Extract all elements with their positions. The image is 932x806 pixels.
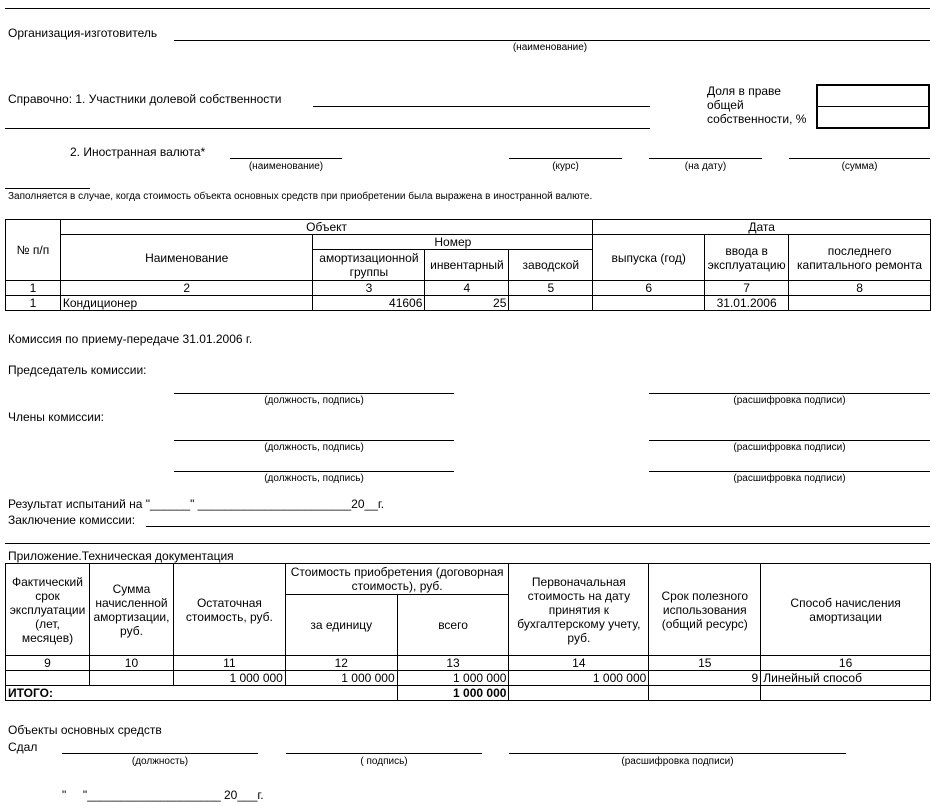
th-number: Номер	[313, 235, 593, 250]
total-empty	[649, 686, 761, 701]
th-num: № п/п	[6, 220, 61, 281]
chairman-sign-line[interactable]	[174, 393, 454, 394]
col-num: 2	[60, 281, 313, 296]
cell-inventory[interactable]: 25	[425, 296, 509, 311]
total-row	[6, 686, 931, 701]
th-per-unit: за единицу	[285, 595, 397, 656]
cell-repair[interactable]	[789, 296, 931, 311]
cell-num[interactable]: 1	[6, 296, 61, 311]
share-value-1[interactable]	[816, 84, 930, 107]
th-name: Наименование	[60, 235, 313, 281]
footnote-rule	[5, 188, 90, 189]
col-num: 14	[509, 656, 649, 671]
th-amort-method: Способ начисления амортизации	[761, 564, 931, 656]
member1-sign-caption: (должность, подпись)	[264, 442, 364, 453]
cell-useful-life[interactable]: 9	[649, 671, 761, 686]
conclusion-line-1[interactable]	[146, 526, 930, 527]
currency-rate-caption: (курс)	[552, 161, 579, 172]
currency-name-line[interactable]	[230, 158, 342, 159]
object-table	[5, 219, 931, 311]
chairman-sign-caption: (должность, подпись)	[264, 395, 364, 406]
th-object: Объект	[60, 220, 592, 235]
total-empty	[509, 686, 649, 701]
cell-residual-value[interactable]: 1 000 000	[173, 671, 285, 686]
member1-decode-line[interactable]	[649, 440, 930, 441]
currency-rate-line[interactable]	[509, 158, 622, 159]
ref-owner-line-2[interactable]	[5, 128, 650, 129]
th-residual-value: Остаточная стоимость, руб.	[173, 564, 285, 656]
share-label: Доля в праве общей собственности, %	[707, 84, 807, 126]
th-acquisition-cost: Стоимость приобретения (договорная стоимость), руб.	[285, 564, 509, 595]
share-value-2[interactable]	[816, 107, 930, 129]
col-num: 16	[761, 656, 931, 671]
th-date: Дата	[593, 220, 931, 235]
total-value: 1 000 000	[397, 686, 509, 701]
gave-decode-caption: (расшифровка подписи)	[621, 756, 734, 767]
th-total: всего	[397, 595, 509, 656]
member2-decode-caption: (расшифровка подписи)	[733, 473, 846, 484]
col-num: 15	[649, 656, 761, 671]
cell-actual-life[interactable]	[6, 671, 90, 686]
top-rule	[5, 8, 930, 9]
col-num: 7	[705, 281, 789, 296]
col-num: 13	[397, 656, 509, 671]
gave-label: Сдал	[8, 740, 38, 754]
org-name-line[interactable]	[174, 40, 930, 41]
col-num: 8	[789, 281, 931, 296]
cell-accrued-amort[interactable]	[89, 671, 173, 686]
commission-transfer: Комиссия по приему-передаче 31.01.2006 г.	[8, 332, 253, 346]
ref-owner-line-1[interactable]	[313, 106, 650, 107]
col-num: 10	[89, 656, 173, 671]
th-amort-group: амортизационной группы	[313, 250, 425, 281]
cell-total[interactable]: 1 000 000	[397, 671, 509, 686]
chairman-label: Председатель комиссии:	[8, 363, 147, 377]
objects-label: Объекты основных средств	[8, 723, 162, 737]
gave-position-caption: (должность)	[131, 756, 189, 767]
chairman-decode-line[interactable]	[649, 393, 930, 394]
currency-name-caption: (наименование)	[248, 161, 324, 172]
gave-decode-line[interactable]	[509, 753, 846, 754]
th-release: выпуска (год)	[593, 235, 705, 281]
col-num: 6	[593, 281, 705, 296]
th-inventory: инвентарный	[425, 250, 509, 281]
gave-sign-line[interactable]	[286, 753, 482, 754]
cell-amort-group[interactable]: 41606	[313, 296, 425, 311]
cell-amort-method[interactable]: Линейный способ	[761, 671, 931, 686]
cell-per-unit[interactable]: 1 000 000	[285, 671, 397, 686]
gave-sign-caption: ( подпись)	[360, 756, 408, 767]
th-factory: заводской	[509, 250, 593, 281]
test-result: Результат испытаний на "______" _______________________20__г.	[8, 497, 385, 511]
ref-label: Справочно: 1. Участники долевой собственности	[8, 92, 282, 106]
th-repair: последнего капитального ремонта	[789, 235, 931, 281]
currency-date-line[interactable]	[649, 158, 762, 159]
col-num: 5	[509, 281, 593, 296]
col-num: 1	[6, 281, 61, 296]
cell-commission[interactable]: 31.01.2006	[705, 296, 789, 311]
total-empty	[761, 686, 931, 701]
member2-sign-line[interactable]	[174, 471, 454, 472]
footnote: Заполняется в случае, когда стоимость объекта основных средств при приобретении была выражена в иностранной валюте.	[8, 191, 593, 202]
table-row	[6, 671, 931, 686]
cell-release[interactable]	[593, 296, 705, 311]
th-initial-cost: Первоначальная стоимость на дату принятия к бухгалтерскому учету, руб.	[509, 564, 649, 656]
org-name-caption: (наименование)	[512, 42, 588, 53]
table-row	[6, 296, 931, 311]
col-num: 11	[173, 656, 285, 671]
conclusion-label: Заключение комиссии:	[8, 513, 136, 527]
th-commission: ввода в эксплуатацию	[705, 235, 789, 281]
cell-factory[interactable]	[509, 296, 593, 311]
date-line[interactable]: " "____________________ 20___г.	[62, 788, 264, 802]
th-useful-life: Срок полезного использования (общий ресурс)	[649, 564, 761, 656]
appendix-title: Приложение.Техническая документация	[8, 549, 234, 563]
org-label: Организация-изготовитель	[8, 26, 158, 40]
cell-name[interactable]: Кондиционер	[60, 296, 313, 311]
cell-initial-cost[interactable]: 1 000 000	[509, 671, 649, 686]
th-actual-life: Фактический срок эксплуатации (лет, месяцев)	[6, 564, 90, 656]
col-num: 12	[285, 656, 397, 671]
currency-sum-line[interactable]	[789, 158, 930, 159]
th-accrued-amort: Сумма начисленной амортизации, руб.	[89, 564, 173, 656]
member1-decode-caption: (расшифровка подписи)	[733, 442, 846, 453]
currency-sum-caption: (сумма)	[841, 161, 878, 172]
cost-table	[5, 563, 931, 701]
col-num: 4	[425, 281, 509, 296]
col-num: 3	[313, 281, 425, 296]
member1-sign-line[interactable]	[174, 440, 454, 441]
member2-sign-caption: (должность, подпись)	[264, 473, 364, 484]
currency-date-caption: (на дату)	[684, 161, 727, 172]
currency-label: 2. Иностранная валюта*	[70, 145, 206, 159]
total-label: ИТОГО:	[6, 686, 398, 701]
conclusion-line-2[interactable]	[5, 543, 930, 544]
member2-decode-line[interactable]	[649, 471, 930, 472]
chairman-decode-caption: (расшифровка подписи)	[733, 395, 846, 406]
members-label: Члены комиссии:	[8, 410, 105, 424]
share-table	[705, 84, 930, 129]
gave-position-line[interactable]	[62, 753, 258, 754]
col-num: 9	[6, 656, 90, 671]
